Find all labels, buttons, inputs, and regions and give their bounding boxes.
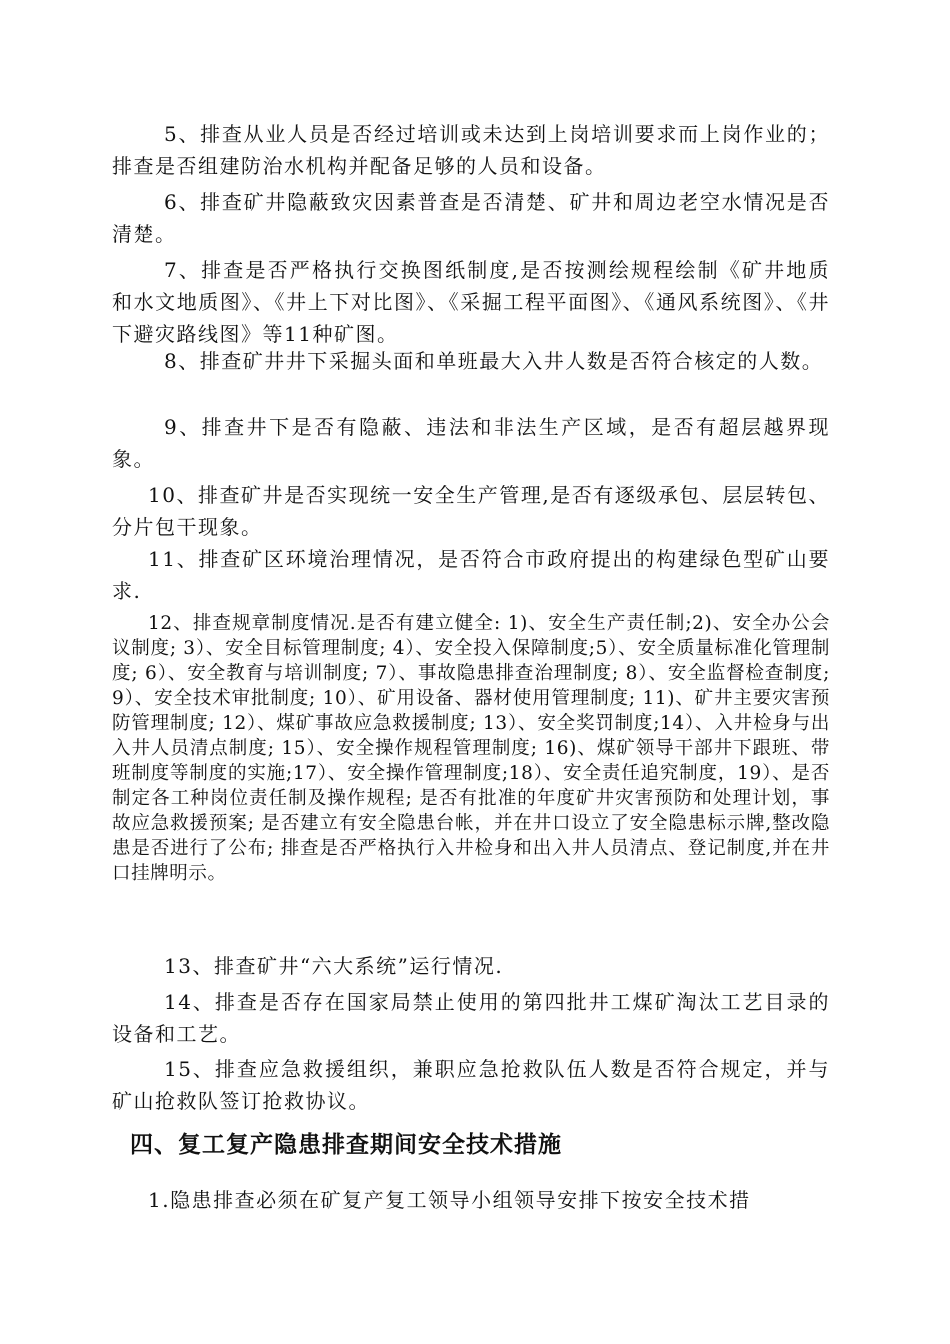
paragraph-item-8: 8、排查矿井井下采掘头面和单班最大入井人数是否符合核定的人数。 [164, 349, 824, 373]
paragraph-item-14: 14、排查是否存在国家局禁止使用的第四批井工煤矿淘汰工艺目录的设备和工艺。 [112, 990, 830, 1046]
paragraph-item-15: 15、排查应急救援组织，兼职应急抢救队伍人数是否符合规定，并与矿山抢救队签订抢救协议。 [112, 1057, 830, 1113]
paragraph-item-6: 6、排查矿井隐蔽致灾因素普查是否清楚、矿井和周边老空水情况是否清楚。 [112, 190, 830, 246]
paragraph-item-1: 1.隐患排查必须在矿复产复工领导小组领导安排下按安全技术措 [148, 1188, 751, 1212]
paragraph-item-11: 11、排查矿区环境治理情况，是否符合市政府提出的构建绿色型矿山要求. [112, 547, 830, 603]
paragraph-item-7: 7、排查是否严格执行交换图纸制度,是否按测绘规程绘制《矿井地质和水文地质图》、《井上下对比图》、《采掘工程平面图》、《通风系统图》、《井下避灾路线图》等11种矿图。 [112, 258, 830, 346]
paragraph-item-12: 12、排查规章制度情况.是否有建立健全: 1)、安全生产责任制;2)、安全办公会议制度; 3）、安全目标管理制度; 4）、安全投入保障制度;5）、安全质量标准化管理制度; 6）、安全教育与培训制度; 7）、事故隐患排查治理制度; 8）、安全监督检查制度; 9）、安全技术审批制度; 10）、矿用设备、器材使用管理制度; 11)、矿井主要灾害预防管理制度; 12）、煤矿事故应急救援制度; 13）、安全奖罚制度;14）、入井检身与出入井人员清点制度; 15）、安全操作规程管理制度; 16)、煤矿领导干部井下跟班、带班制度等制度的实施;17）、安全操作管理制度;18）、安全责任追究制度，19）、是否制定各工种岗位责任制及操作规程; 是否有批准的年度矿井灾害预防和处理计划，事故应急救援预案; 是否建立有安全隐患台帐，并在井口设立了安全隐患标示牌,整改隐患是否进行了公布; 排查是否严格执行入井检身和出入井人员清点、登记制度,并在井口挂牌明示。 [112, 613, 830, 884]
section-heading: 四、复工复产隐患排查期间安全技术措施 [130, 1132, 562, 1158]
paragraph-item-9: 9、排查井下是否有隐蔽、违法和非法生产区域，是否有超层越界现象。 [112, 415, 830, 471]
paragraph-item-5: 5、排查从业人员是否经过培训或未达到上岗培训要求而上岗作业的；排查是否组建防治水机构并配备足够的人员和设备。 [112, 122, 830, 178]
paragraph-item-13: 13、排查矿井“六大系统”运行情况. [164, 954, 504, 978]
paragraph-item-10: 10、排查矿井是否实现统一安全生产管理,是否有逐级承包、层层转包、分片包干现象。 [112, 483, 830, 539]
